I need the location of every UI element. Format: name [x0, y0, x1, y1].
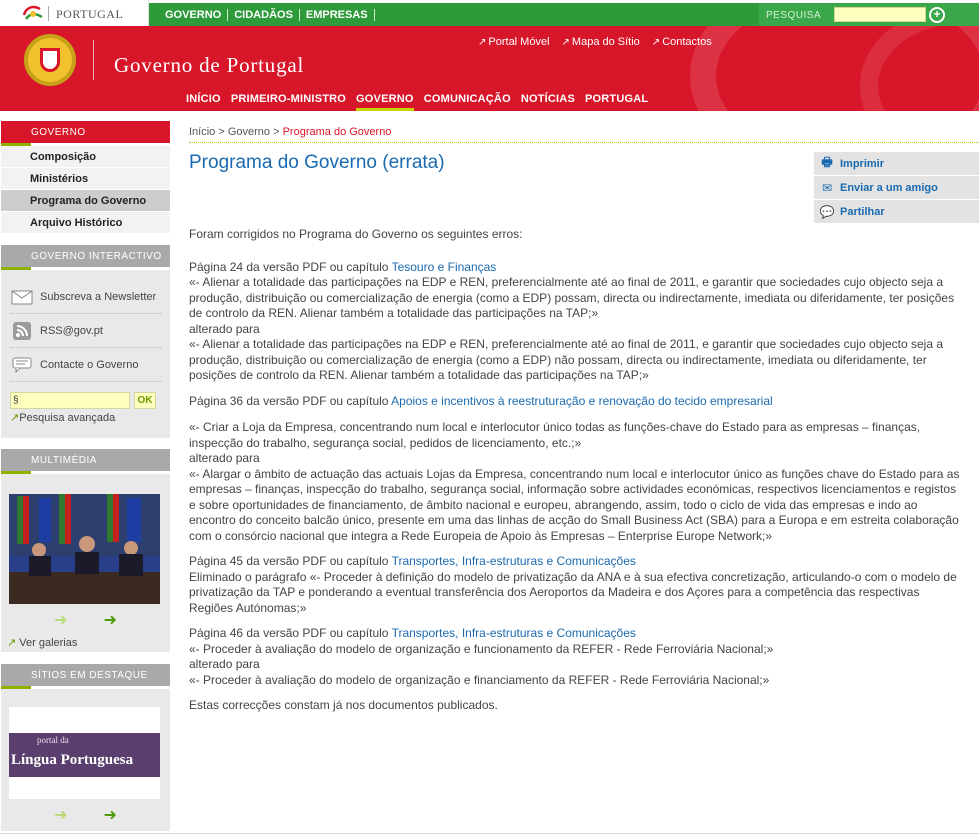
banner-title: Língua Portuguesa: [11, 752, 134, 768]
breadcrumb-current: Programa do Governo: [282, 126, 392, 138]
print-button[interactable]: [814, 152, 979, 175]
top-nav-governo[interactable]: GOVERNO: [159, 9, 228, 21]
closing-text: Estas correcções constam já nos documentos publicados.: [189, 698, 498, 712]
sidebar-heading-destaque: [1, 664, 170, 686]
interactive-panel: [1, 270, 170, 438]
link-mapa-sitio[interactable]: [562, 36, 640, 48]
old-text: «- Alienar a totalidade das participações na EDP e REN, preferencialmente até ao final de 2011, e garantir que sociedades cujo objecto seja a produção, distribuição ou comercialização de energia (como a EDP) possam, directa ou indirectamente, imediata ou diferidamente, ter posições de controlo da REN. Alienar também a totalidade das participações na TAP;»: [189, 275, 955, 320]
chapter-link[interactable]: Transportes, Infra-estruturas e Comunicações: [391, 626, 636, 640]
breadcrumb-divider: [189, 142, 979, 143]
share-bubble-icon: 💬: [819, 204, 835, 219]
main-nav-noticias[interactable]: NOTÍCIAS: [520, 93, 575, 105]
share-label: Partilhar: [840, 205, 885, 218]
new-text: «- Proceder à avaliação do modelo de organização e financiamento da REFER - Rede Ferroviária Nacional;»: [189, 672, 770, 687]
main-nav-portugal[interactable]: PORTUGAL: [584, 93, 649, 105]
errata-section-1: [189, 260, 964, 384]
removed-text: Eliminado o parágrafo «- Proceder à definição do modelo de privatização da ANA e à sua efectiva concretização, articulando-o com o modelo de privatização da TAP e ponderando a eventual transferência dos Aeroportos da Madeira e dos Açores para a competência das respectivas Regiões Autónomas;»: [189, 569, 957, 615]
footer-divider: [0, 833, 979, 834]
share-button[interactable]: [814, 200, 979, 223]
galleries-link[interactable]: [1, 636, 170, 649]
arrow-icon: ↗: [10, 412, 20, 424]
heading-label: MULTIMÉDIA: [31, 455, 97, 466]
featured-panel: [1, 689, 170, 831]
chapter-link[interactable]: Tesouro e Finanças: [391, 259, 497, 274]
section-prefix: Página 45 da versão PDF ou capítulo: [189, 554, 392, 568]
sidebar-heading-multimedia: [1, 449, 170, 471]
section-prefix: Página 36 da versão PDF ou capítulo: [189, 393, 392, 408]
heading-label: GOVERNO INTERACTIVO: [31, 251, 162, 262]
old-text: «- Criar a Loja da Empresa, concentrando num local e interlocutor único todas as funções-chave do Estado para as empresas – finanças, inspecção do trabalho, segurança social, pedidos de licenciamento, etc.;»: [189, 420, 921, 450]
errata-section-2: [189, 394, 964, 545]
heading-accent: [1, 143, 31, 146]
errata-section-3: [189, 554, 964, 616]
breadcrumb-inicio[interactable]: Início: [189, 126, 216, 138]
sidebar-heading-governo: [1, 121, 170, 143]
arrow-icon: ↗: [478, 37, 487, 48]
link-label: Mapa do Sítio: [571, 36, 640, 48]
printer-icon: 🖶: [821, 155, 833, 169]
altered-label: alterado para: [189, 451, 260, 465]
section-prefix: Página 24 da versão PDF ou capítulo: [189, 259, 392, 274]
arrow-icon: ↗: [561, 37, 570, 48]
envelope-icon: [10, 288, 34, 306]
newsletter-label: Subscreva a Newsletter: [40, 290, 157, 303]
heading-label: GOVERNO: [31, 127, 86, 138]
header-utility-links: [478, 36, 712, 48]
intro-text: Foram corrigidos no Programa do Governo os seguintes erros:: [189, 227, 523, 241]
breadcrumb-governo[interactable]: Governo: [227, 126, 271, 138]
sidebar-item-ministerios[interactable]: Ministérios: [1, 168, 170, 190]
print-label: Imprimir: [840, 157, 885, 170]
email-friend-button[interactable]: [814, 176, 979, 199]
sidebar-heading-interactivo: [1, 245, 170, 267]
header-decoration: [860, 26, 979, 111]
logo-separator: [48, 6, 49, 21]
site-header: [0, 26, 979, 111]
main-nav-governo[interactable]: GOVERNO: [356, 93, 414, 111]
chapter-link[interactable]: Apoios e incentivos à reestruturação e renovação do tecido empresarial: [391, 393, 773, 408]
portugal-label: PORTUGAL: [56, 7, 124, 21]
portugal-logo-icon: [22, 3, 44, 23]
advanced-search-link[interactable]: [10, 411, 161, 424]
link-label: Portal Móvel: [488, 36, 550, 48]
search-input[interactable]: [834, 7, 926, 22]
header-separator: [93, 40, 94, 80]
rss-label: RSS@gov.pt: [40, 324, 103, 337]
link-portal-movel[interactable]: [478, 36, 550, 48]
advanced-search-label: Pesquisa avançada: [19, 412, 116, 424]
main-nav-comunicacao[interactable]: COMUNICAÇÃO: [423, 93, 511, 105]
new-text: «- Alienar a totalidade das participações na EDP e REN, preferencialmente até ao final de 2011, e garantir que sociedades cujo objecto seja a produção, distribuição ou comercialização de energia (como a EDP) não possam, directa ou indirectamente, imediata ou diferidamente, ter posições de controlo da REN. Alienar também a totalidade das participações na TAP;»: [189, 337, 944, 382]
arrow-right-icon[interactable]: ➜: [103, 612, 117, 629]
link-contactos[interactable]: [652, 36, 712, 48]
main-nav-primeiro-ministro[interactable]: PRIMEIRO-MINISTRO: [230, 93, 347, 105]
heading-label: SÍTIOS EM DESTAQUE: [31, 670, 148, 681]
multimedia-pager: [1, 604, 170, 636]
featured-pager: [1, 799, 170, 831]
arrow-left-icon[interactable]: ➜: [54, 807, 68, 824]
lingua-portuguesa-banner[interactable]: [9, 707, 160, 799]
altered-label: alterado para: [189, 321, 260, 336]
page-title: Programa do Governo (errata): [189, 152, 445, 173]
errata-section-4: [189, 626, 964, 688]
arrow-icon: ↗: [7, 637, 17, 649]
arrow-right-icon[interactable]: ➜: [103, 807, 117, 824]
banner-small-text: portal da: [37, 735, 69, 745]
old-text: «- Proceder à avaliação do modelo de organização e funcionamento da REFER - Rede Ferroviária Nacional;»: [189, 641, 774, 656]
section-prefix: Página 46 da versão PDF ou capítulo: [189, 626, 392, 640]
altered-label: alterado para: [189, 657, 260, 671]
rss-link[interactable]: [10, 314, 161, 348]
new-text: «- Alargar o âmbito de actuação das actuais Lojas da Empresa, concentrando num local e interlocutor único as funções chave do Estado para as empresas – finanças, inspecção do trabalho, segurança social, informação sobre actividades económicas, respectivos licenciamentos e registos e sobre oportunidades de financiamento, de âmbito nacional e europeu, abrangendo, assim, todo o ciclo de vida das empresas e indo ao encontro do conceito balcão único, presente em uma das linhas de acção do Small Business Act (SBA) para a Europa e em estreita colaboração com o consórcio nacional que integra a Rede Europeia de Apoio às Empresas – Enterprise Europe Network;»: [189, 466, 960, 543]
contact-link[interactable]: [10, 348, 161, 382]
email-friend-label: Enviar a um amigo: [840, 181, 938, 194]
top-nav: [149, 3, 979, 26]
chapter-link[interactable]: Transportes, Infra-estruturas e Comunicações: [391, 554, 636, 568]
main-nav-inicio[interactable]: INÍCIO: [186, 93, 221, 105]
chat-bubble-icon: [10, 356, 34, 374]
search-label: PESQUISA: [766, 10, 822, 21]
left-sidebar: [1, 121, 170, 825]
sidebar-search: [10, 392, 161, 409]
portugal-logo-area[interactable]: [0, 0, 149, 26]
breadcrumb: Início > Governo > Programa do Governo: [189, 126, 392, 138]
search-go-icon[interactable]: +: [929, 7, 945, 23]
multimedia-panel: [1, 474, 170, 652]
contact-label: Contacte o Governo: [40, 358, 139, 371]
page-tools: [814, 152, 979, 224]
top-bar: [0, 0, 979, 26]
sidebar-search-input[interactable]: §: [10, 392, 130, 409]
galleries-label: Ver galerias: [19, 637, 78, 649]
newsletter-link[interactable]: [10, 280, 161, 314]
sidebar-item-programa-governo[interactable]: Programa do Governo: [1, 190, 170, 212]
sidebar-search-ok-button[interactable]: OK: [134, 392, 156, 409]
rss-icon: [10, 322, 34, 340]
sidebar-item-composicao[interactable]: Composição: [1, 146, 170, 168]
top-nav-cidadaos[interactable]: CIDADÃOS: [228, 9, 300, 21]
arrow-left-icon[interactable]: ➜: [54, 612, 68, 629]
arrow-icon: ↗: [651, 37, 661, 48]
top-nav-empresas[interactable]: EMPRESAS: [300, 9, 375, 21]
heading-accent: [1, 267, 31, 270]
envelope-icon: ✉: [821, 180, 833, 195]
multimedia-photo[interactable]: [9, 494, 160, 604]
link-label: Contactos: [662, 36, 712, 48]
coat-of-arms-icon[interactable]: [24, 34, 76, 86]
sidebar-item-arquivo-historico[interactable]: Arquivo Histórico: [1, 212, 170, 234]
governo-menu: [1, 146, 170, 234]
main-nav: [186, 93, 648, 111]
article-body: [189, 227, 964, 724]
site-title[interactable]: Governo de Portugal: [114, 53, 305, 77]
